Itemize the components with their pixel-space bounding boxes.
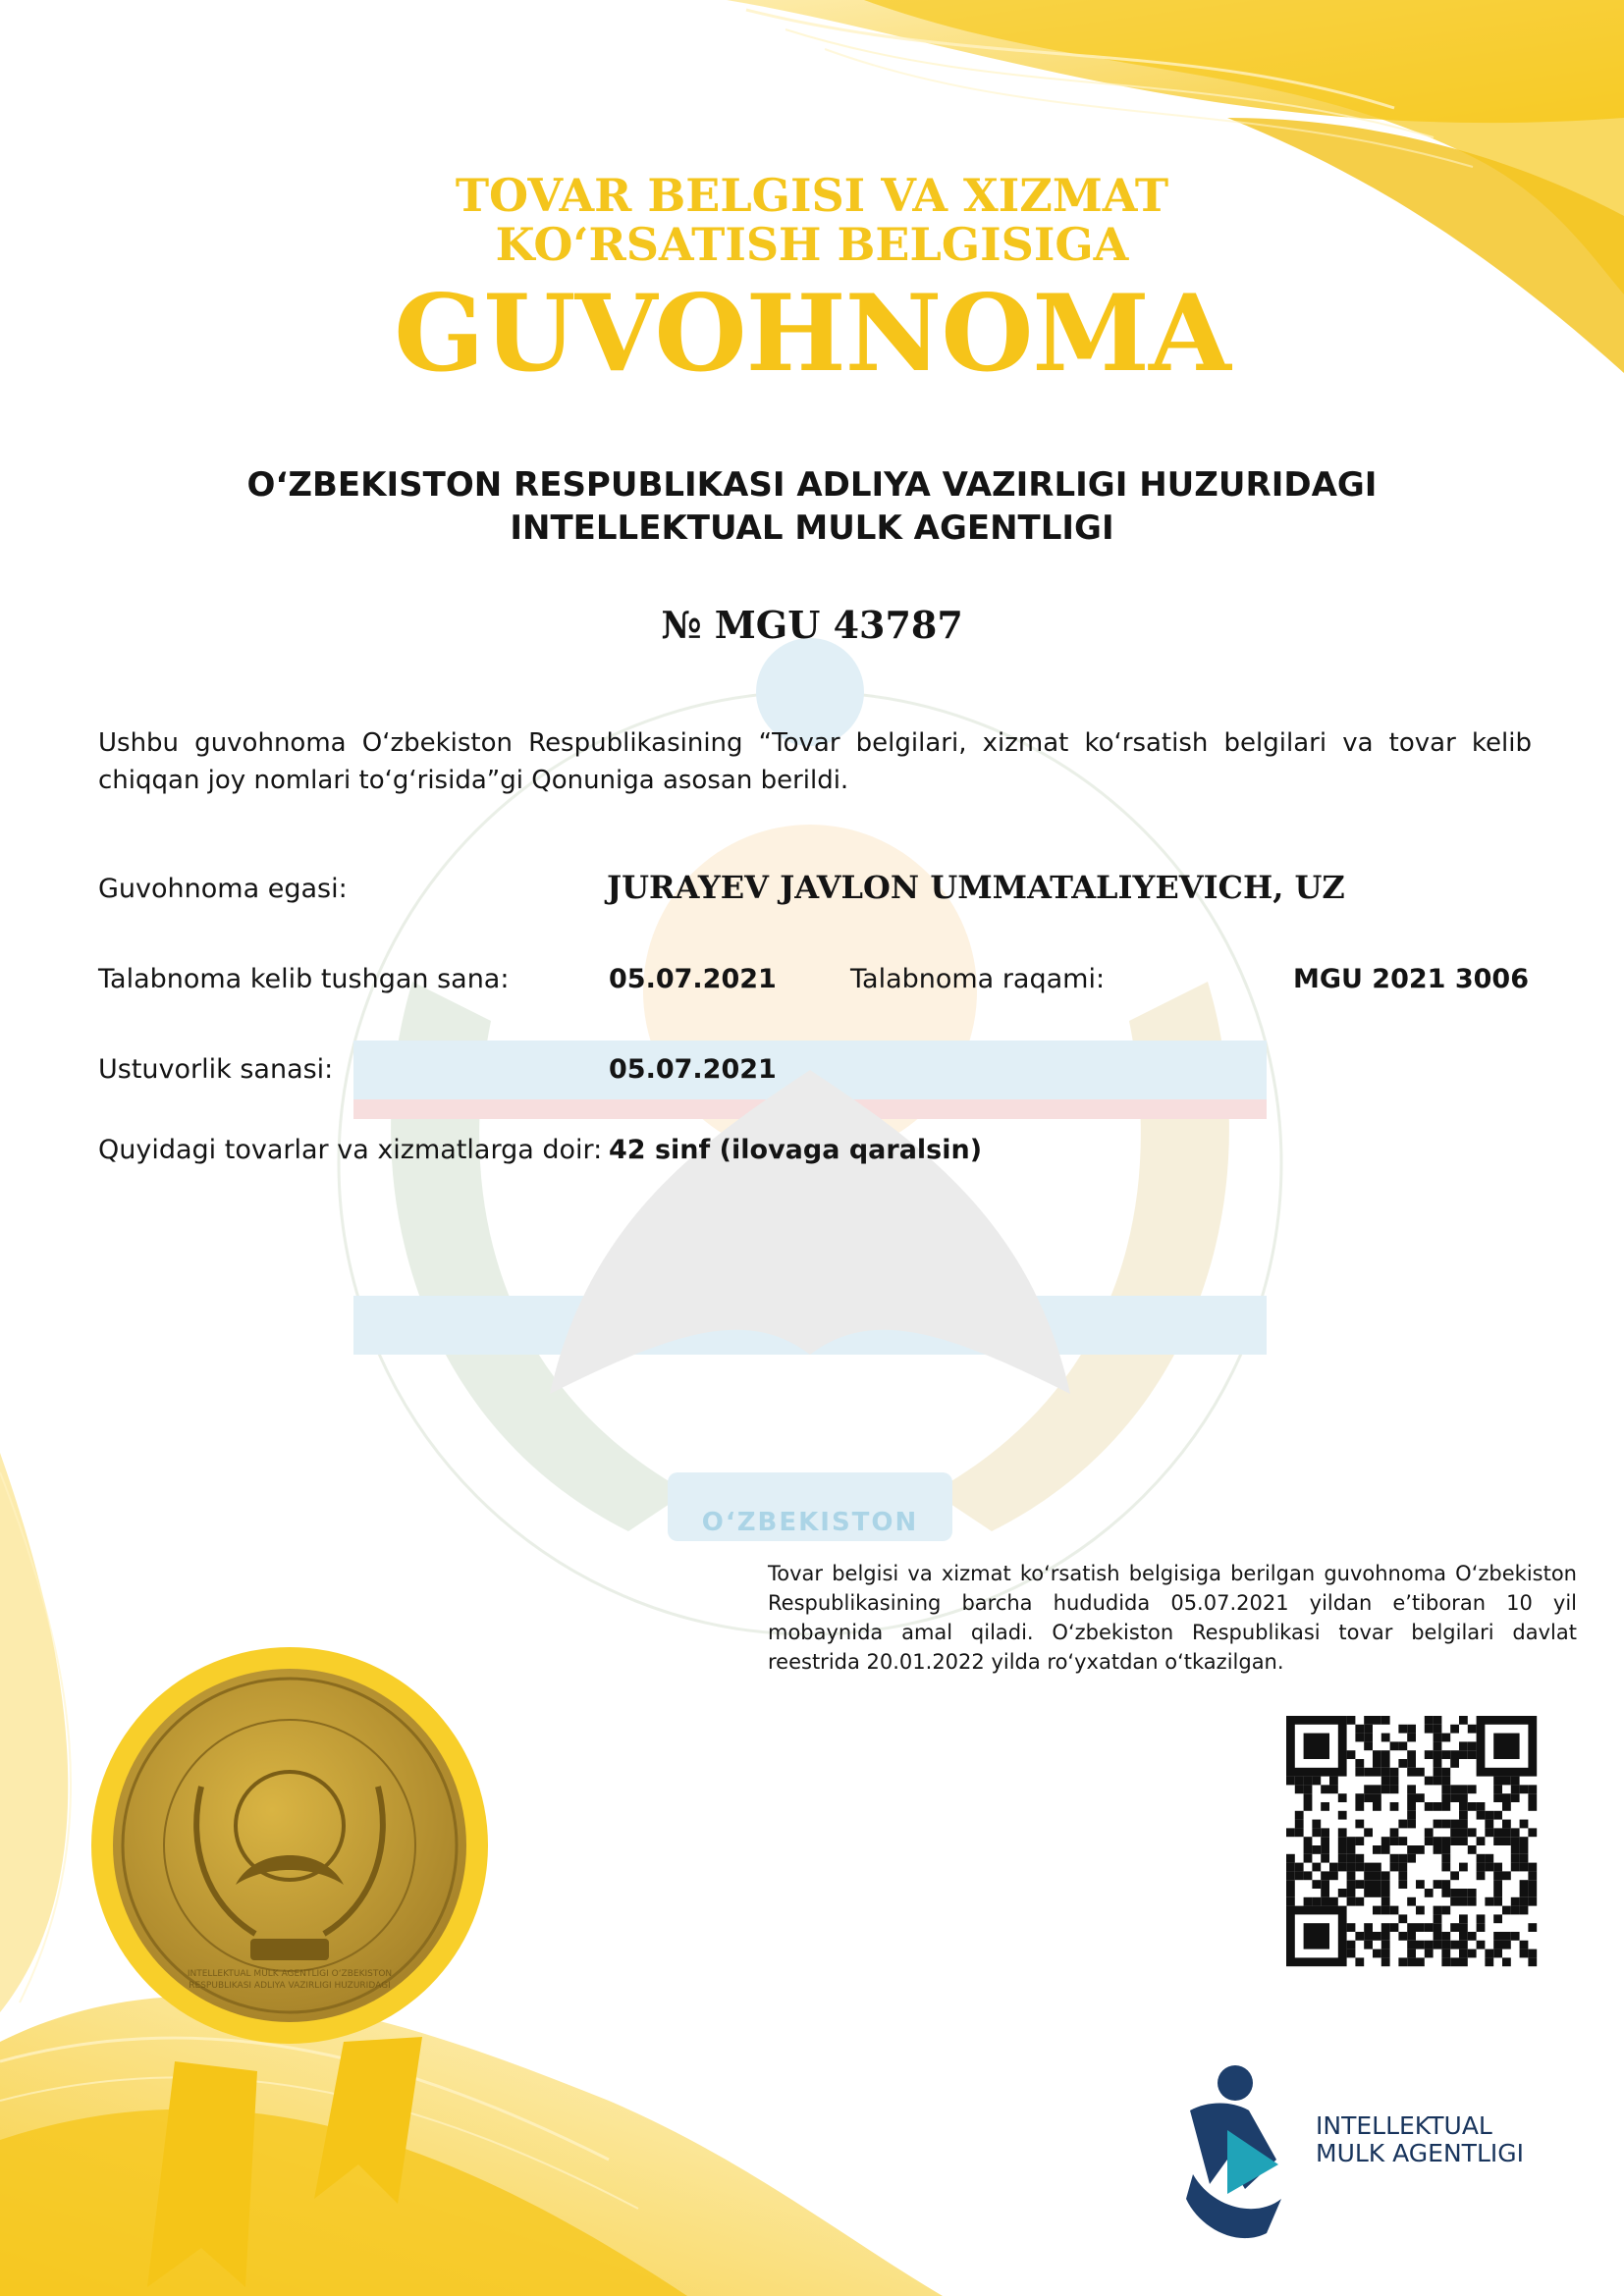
application-number-label: Talabnoma raqami:	[850, 964, 1106, 994]
application-number-value: MGU 2021 3006	[1292, 964, 1529, 994]
owner-value: JURAYEV JAVLON UMMATALIYEVICH, UZ	[607, 869, 1345, 906]
agency-name-line1: O‘ZBEKISTON RESPUBLIKASI ADLIYA VAZIRLIGI HUZURIDAGI	[246, 465, 1378, 505]
validity-statement: Tovar belgisi va xizmat ko‘rsatish belgisiga berilgan guvohnoma O‘zbekiston Respublikasining barcha hududida 05.07.2021 yildan e’tiboran 10 yil mobaynida amal qiladi. O‘zbekiston Respublikasi tovar belgilari davlat reestrida 20.01.2022 yilda ro‘yxatdan o‘tkazilgan.	[768, 1562, 1577, 1674]
logo-text-line2: MULK AGENTLIGI	[1316, 2139, 1524, 2167]
qr-code-icon	[1282, 1712, 1541, 1970]
goods-services-label: Quyidagi tovarlar va xizmatlarga doir:	[98, 1135, 603, 1165]
logo-text-line1: INTELLEKTUAL	[1316, 2111, 1492, 2140]
owner-label: Guvohnoma egasi:	[98, 874, 348, 904]
header-subtitle-line1: TOVAR BELGISI VA XIZMAT	[455, 169, 1169, 222]
agency-logo-icon	[1186, 2065, 1281, 2238]
seal-ring-text: INTELLEKTUAL MULK AGENTLIGI O‘ZBEKISTON RESPUBLIKASI ADLIYA VAZIRLIGI HUZURIDAGI	[187, 1969, 393, 1991]
intro-paragraph: Ushbu guvohnoma O‘zbekiston Respublikasining “Tovar belgilari, xizmat ko‘rsatish belgilari va tovar kelib chiqqan joy nomlari to‘g‘risida”gi Qonuniga asosan berildi.	[98, 728, 1532, 795]
goods-services-value: 42 sinf (ilovaga qaralsin)	[609, 1135, 983, 1165]
watermark-ribbon-text: O‘ZBEKISTON	[701, 1508, 919, 1537]
filing-date-value: 05.07.2021	[609, 964, 777, 994]
priority-date-value: 05.07.2021	[609, 1054, 777, 1085]
priority-date-label: Ustuvorlik sanasi:	[98, 1054, 334, 1085]
certificate-number: № MGU 43787	[661, 603, 963, 647]
document-title: GUVOHNOMA	[394, 272, 1230, 396]
header-subtitle-line2: KO‘RSATISH BELGISIGA	[495, 218, 1129, 271]
filing-date-label: Talabnoma kelib tushgan sana:	[98, 964, 510, 994]
agency-name-line2: INTELLEKTUAL MULK AGENTLIGI	[510, 508, 1114, 548]
